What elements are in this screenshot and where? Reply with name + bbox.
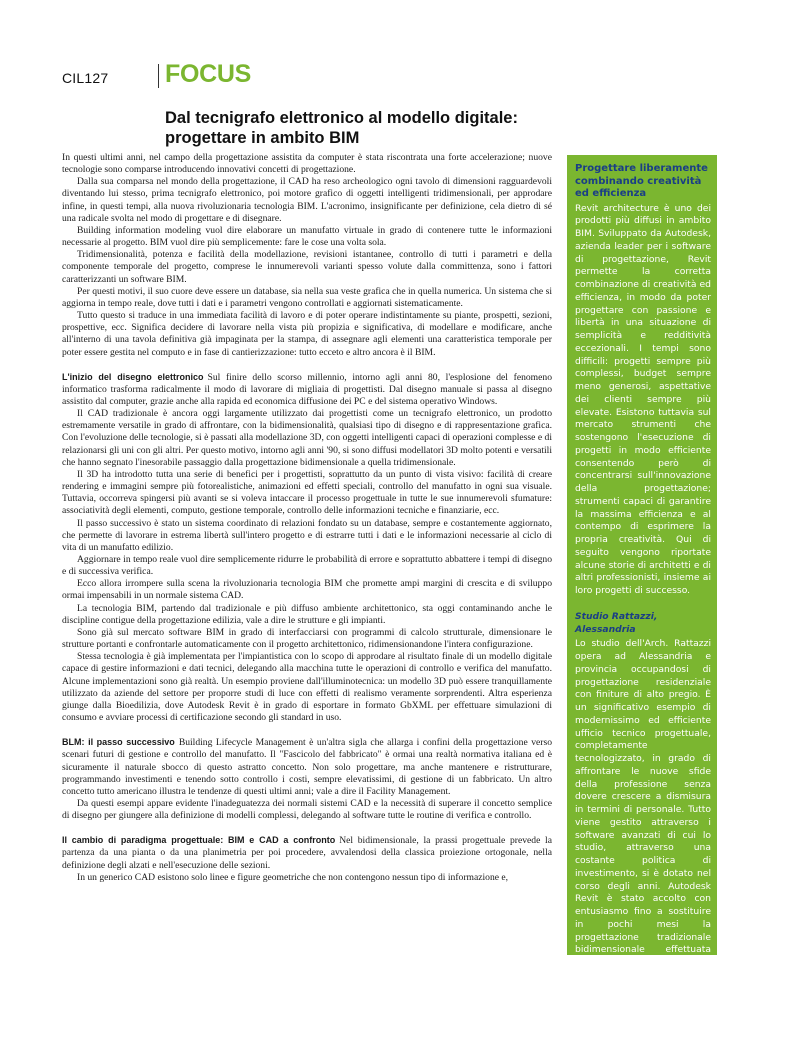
paragraph: Il 3D ha introdotto tutta una serie di benefici per i progettisti, soprattutto da un punto di vista visivo: facilità di creare rendering e immagini sempre più fotorealistiche, animazioni ed effetti speciali, controllo del manufatto in ogni sua visuale. Tuttavia, occorreva spingersi più avanti se si voleva intaccare il processo progettuale in tutte le sue innumerevoli sfumature: associatività degli elementi, computo, gestione temporale, controllo delle informazioni tecniche e finanziarie, ecc. xyxy=(62,468,552,517)
paragraph: La tecnologia BIM, partendo dal tradizionale e più diffuso ambiente architettonico, sta oggi contaminando anche le discipline contigue della progettazione edilizia, vale a dire le strutture e gli impianti. xyxy=(62,602,552,626)
section-paragraph xyxy=(62,834,552,871)
paragraph: Dalla sua comparsa nel mondo della progettazione, il CAD ha reso archeologico ogni tavolo di dimensioni ragguardevoli diventando lui stesso, prima tecnigrafo elettronico, poi motore grafico di oggetti intelligenti tridimensionali, per approdare infine, in questi tempi, alla nuova rivoluzionaria tecnologia BIM. L'acronimo, insignificante per definizione, cela dietro di sé una radicale svolta nel modo di progettare e di disegnare. xyxy=(62,176,552,224)
issue-code: CIL127 xyxy=(62,70,109,86)
article-body xyxy=(62,152,552,884)
section-heading: L'inizio del disegno elettronico xyxy=(62,371,204,382)
sidebar-title: Progettare liberamente combinando creatività ed efficienza xyxy=(575,163,708,199)
paragraph: In questi ultimi anni, nel campo della progettazione assistita da computer è stata riscontrata una forte accelerazione; nuove tecnologie sono comparse introducendo innovativi concetti di progettazione. xyxy=(62,152,552,176)
paragraph-text: Building Lifecycle Management è un'altra sigla che allarga i confini della progettazione verso scenari futuri di gestione e controllo del manufatto. Il "Fascicolo del fabbricato" è ormai una realtà normativa italiana ed è sicuramente il naturale sbocco di questo astratto concetto. Non solo progettare, ma anche mantenere e ristrutturare, programmando investimenti e tenendo sotto controllo i costi, sempre elevatissimi, di gestione di un fabbricato. Un altro concetto tutto americano illustra le tendenze di questi ultimi anni; vale a dire il Facility Management. xyxy=(62,737,552,797)
article-title-line-2: progettare in ambito BIM xyxy=(165,129,360,147)
paragraph: Da questi esempi appare evidente l'inadeguatezza dei normali sistemi CAD e la necessità di superare il concetto semplice di disegno per giungere alla definizione di modelli complessi, delegando al software tutte le routine di verifica e controllo. xyxy=(62,797,552,822)
paragraph-text: Sul finire dello scorso millennio, intorno agli anni 80, l'esplosione del fenomeno informatico trasforma radicalmente il modo di lavorare di migliaia di progettisti. Dal disegno manuale si passa al disegno assistito dal computer, grazie anche alla rapida ed economica diffusione dei PC e del sistema operativo Windows. xyxy=(62,371,552,407)
sidebar-box xyxy=(567,155,717,1058)
section-heading: Il cambio di paradigma progettuale: BIM e CAD a confronto xyxy=(62,835,336,846)
section-paragraph xyxy=(62,736,552,798)
paragraph: Stessa tecnologia è già implementata per l'impiantistica con lo scopo di approdare al risultato finale di un modello digitale capace di gestire informazioni e dati tecnici, delegando alla macchina tutte le operazioni di controllo e verifica del manufatto. Alcune implementazioni sono già realtà. Un esempio proviene dall'illuminotecnica: un modello 3D può essere tranquillamente utilizzato da aziende del settore per proporre studi di luce con effetti di realismo veramente sorprendenti. Altra esperienza giunge dalla Bioedilizia, dove Autodesk Revit è in grado di esportare in formato GbXML per effettuare simulazioni di consumo e avviare processi di certificazione secondo gli standard in uso. xyxy=(62,651,552,724)
sidebar-subtitle: Studio Rattazzi, Alessandria xyxy=(575,610,658,635)
header-divider xyxy=(158,64,159,88)
sidebar-paragraph: Lo studio dell'Arch. Rattazzi opera ad Alessandria e provincia occupandosi di progettazione residenziale con finiture di alto pregio. È un significativo esempio di modernissimo ed efficiente ufficio tecnico progettuale, completamente tecnologizzato, in grado di affrontare le nuove sfide della professione senza dovere crescere a dismisura in termini di personale. Tutto viene gestito attraverso i software avanzati di cui lo studio, attraverso una costante politica di investimento, si è dotato nel corso degli anni. Autodesk Revit è stato accolto con entusiasmo fino a sostituire in pochi mesi la progettazione tradizionale bidimensionale effettuata con AutoCAD. Tutta l'elaborazione progettuale dello Studio transita ora attraverso Revit. Dall'idea concettuale fino al dettaglio esecutivo, passando per la stima delle opere, tutto il modello xyxy=(575,638,711,1058)
paragraph: Per questi motivi, il suo cuore deve essere un database, sia nella sua veste grafica che in quella numerica. Un sistema che si aggiorna in tempo reale, dove tutti i dati e i parametri vengono controllati e aggiornati sistematicamente. xyxy=(62,285,552,309)
article-title xyxy=(165,108,585,148)
paragraph: Sono già sul mercato software BIM in grado di interfacciarsi con programmi di calcolo strutturale, dimensionare le strutture portanti e confrontarle automaticamente con il progetto architettonico, ridimensionandone l'intera configurazione. xyxy=(62,626,552,651)
paragraph: In un generico CAD esistono solo linee e figure geometriche che non contengono nessun tipo di informazione e, xyxy=(77,871,509,883)
paragraph: Tridimensionalità, potenza e facilità della modellazione, revisioni istantanee, controllo di tutti i parametri e della componente temporale del progetto, comprese le innumerevoli varianti spesso volute dalla committenza, sono i fattori caratterizzanti un software BIM. xyxy=(62,249,552,285)
article-title-line-1: Dal tecnigrafo elettronico al modello digitale: xyxy=(165,109,518,127)
section-heading: BLM: il passo successivo xyxy=(62,737,175,748)
section-paragraph xyxy=(62,371,552,408)
paragraph: Aggiornare in tempo reale vuol dire semplicemente ridurre le probabilità di errore e soprattutto abbattere i tempi di disegno e di successiva verifica. xyxy=(62,554,552,578)
section-label: FOCUS xyxy=(165,60,252,88)
paragraph: Il CAD tradizionale è ancora oggi largamente utilizzato dai progettisti come un tecnigrafo elettronico, un prodotto estremamente versatile in grado di affrontare, con la bidimensionalità, qualsiasi tipo di disegno e di rappresentazione grafica. Con l'evoluzione delle tecnologie, si è passati alla modellazione 3D, con oggetti intelligenti capaci di operazioni complesse e di relazionarsi gli uni con gli altri. Per questo motivo, intorno agli anni '90, si sono diffusi modellatori 3D molto potenti e versatili che hanno segnato l'inesorabile passaggio dalla progettazione bidimensionale a quella tridimensionale. xyxy=(62,408,552,468)
paragraph: Il passo successivo è stato un sistema coordinato di relazioni fondato su un database, sempre e costantemente aggiornato, che permette di lavorare in estrema libertà sull'intero progetto e di estrarre tutti i dati e le informazioni necessarie al ciclo di vita di un manufatto edilizio. xyxy=(62,517,552,553)
paragraph: Building information modeling vuol dire elaborare un manufatto virtuale in grado di contenere tutte le informazioni necessarie al progetto. BIM vuol dire più semplicemente: fare le cose una volta sola. xyxy=(62,224,552,249)
paragraph: Ecco allora irrompere sulla scena la rivoluzionaria tecnologia BIM che promette ampi margini di crescita e di sviluppo ormai impensabili in un normale sistema CAD. xyxy=(62,578,552,602)
paragraph-text: Nel bidimensionale, la prassi progettuale prevede la partenza da una pianta o da una planimetria per poi procedere, avvalendosi della classica proiezione ortogonale, nella definizione degli alzati e nell'esecuzione delle sezioni. xyxy=(62,835,552,871)
paragraph: Tutto questo si traduce in una immediata facilità di lavoro e di poter operare indistintamente su piante, prospetti, sezioni, prospettive, ecc. Significa decidere di lavorare nella vista più propizia e significativa, di modellare e modificare, anche all'interno di una tavola definitiva già impaginata per la stampa, di assegnare agli elementi una caratteristica temporale per poter essere gestita nel computo e in fase di cantierizzazione: tutto ecceto e altro ancora è il BIM. xyxy=(62,310,552,358)
sidebar-paragraph: Revit architecture è uno dei prodotti più diffusi in ambito BIM. Sviluppato da Autodesk, azienda leader per i software di progettazione, Revit permette la corretta combinazione di creatività ed efficienza, in modo da poter progettare con passione e libertà in una situazione di semplicità e redditività eccezionali. I tempi sono difficili: progetti sempre più complessi, budget sempre meno generosi, aspettative dei clienti sempre più elevate. Esistono tuttavia sul mercato strumenti che sostengono l'esecuzione di progetti in modo efficiente consentendo però di concentrarsi sull'innovazione della progettazione; strumenti capaci di garantire la massima efficienza e al contempo di esprimere la propria creatività. Qui di seguito vengono riportate alcune storie di architetti e di altri professionisti, insieme ai loro progetti di successo. xyxy=(575,202,711,596)
